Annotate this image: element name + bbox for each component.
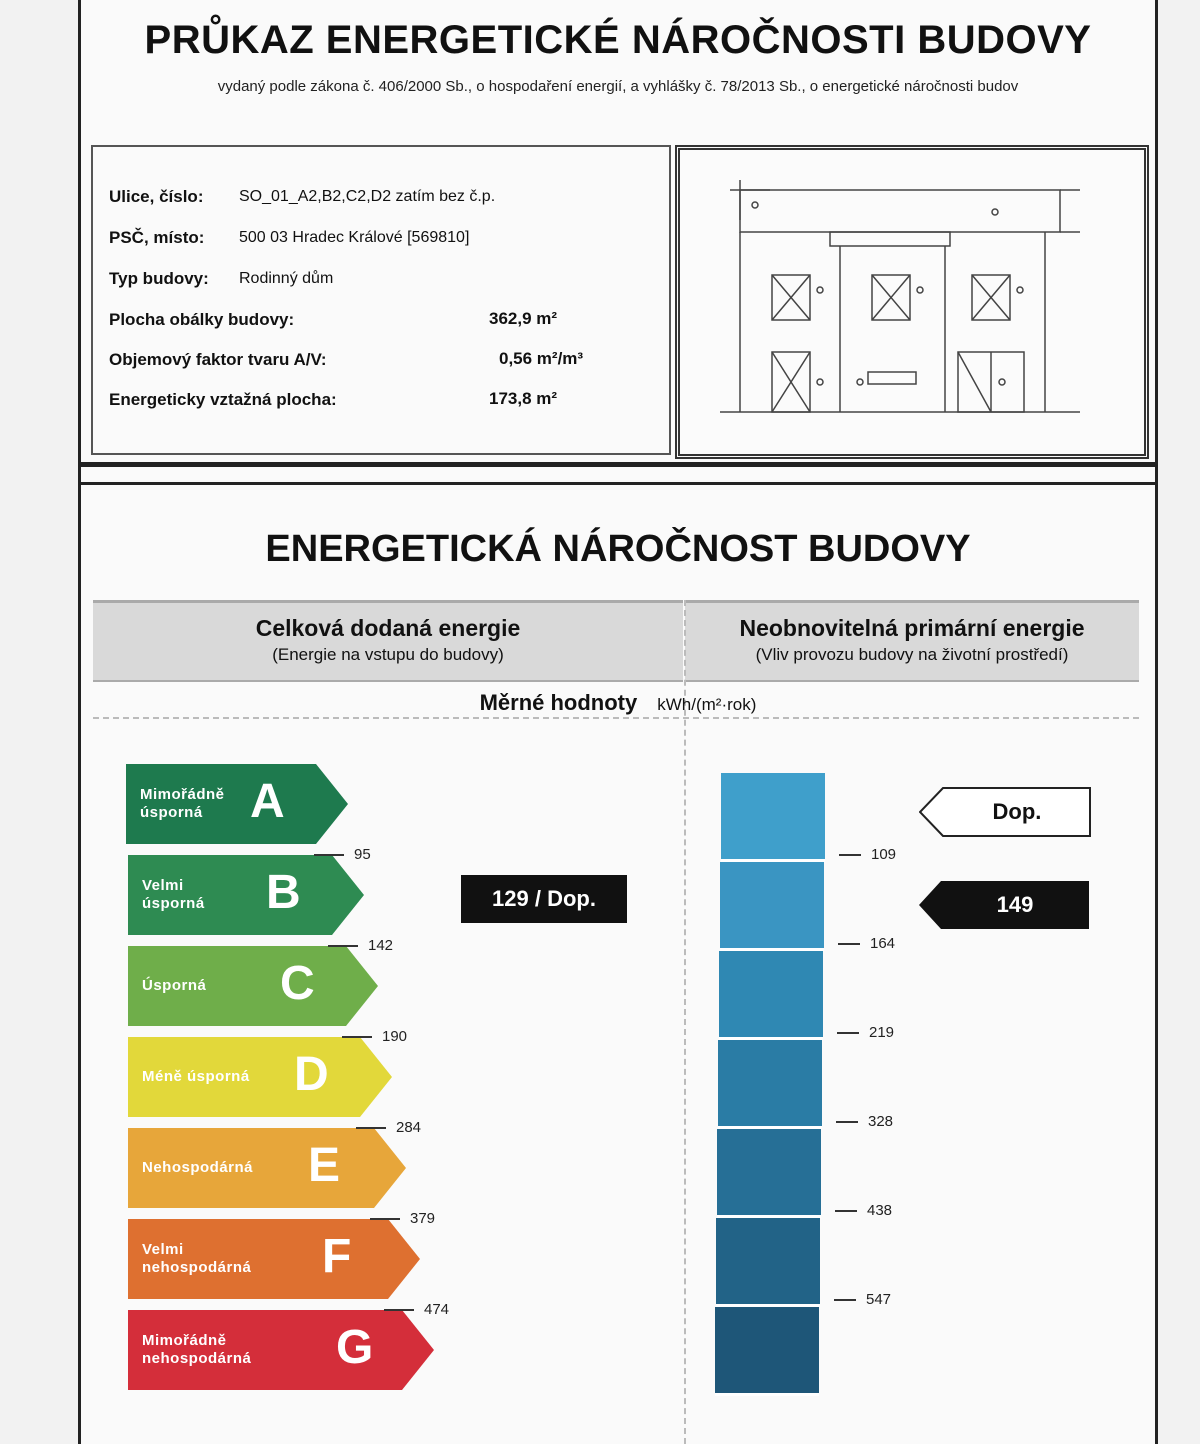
primary-energy-segment [720, 862, 824, 951]
class-description-line: Mimořádně [140, 786, 225, 803]
threshold-value: 547 [866, 1291, 892, 1308]
threshold-value: 379 [410, 1210, 436, 1227]
class-description-line: Velmi [142, 877, 184, 894]
primary-energy-title: Neobnovitelná primární energie [739, 615, 1085, 641]
class-description [142, 877, 205, 913]
primary-threshold [839, 846, 896, 863]
street-label: Ulice, číslo: [109, 187, 204, 206]
class-threshold [370, 1210, 435, 1227]
class-description [142, 1241, 251, 1277]
unit-text: kWh/(m²·rok) [657, 695, 757, 714]
threshold-arrow-icon [314, 854, 344, 856]
primary-energy-subtitle: (Vliv provozu budovy na životní prostředí) [755, 645, 1069, 664]
primary-energy-marker-value: 149 [996, 892, 1034, 917]
building-info-box [91, 145, 671, 455]
primary-energy-segment [715, 1307, 819, 1396]
elevation-sketch [680, 150, 1144, 454]
threshold-arrow-icon [836, 1121, 858, 1123]
city-value: 500 03 Hradec Králové [569810] [239, 229, 470, 246]
class-description-line: nehospodárná [142, 1350, 252, 1367]
certificate-page [78, 0, 1158, 1444]
delivered-energy-marker: 129 / Dop. [461, 875, 627, 923]
threshold-value: 142 [368, 937, 394, 954]
class-description [142, 1068, 250, 1086]
class-bar-a [126, 764, 348, 844]
threshold-arrow-icon [835, 1210, 857, 1212]
class-threshold [356, 1119, 421, 1136]
threshold-arrow-icon [384, 1309, 414, 1311]
threshold-arrow-icon [342, 1036, 372, 1038]
class-description [142, 1159, 253, 1177]
shape-factor-label: Objemový faktor tvaru A/V: [109, 350, 327, 369]
threshold-arrow-icon [356, 1127, 386, 1129]
type-label: Typ budovy: [109, 269, 209, 288]
class-letter: D [294, 1048, 329, 1101]
class-description-line: Nehospodárná [142, 1159, 254, 1176]
class-description-line: nehospodárná [142, 1259, 252, 1276]
class-threshold [328, 937, 393, 954]
city-label: PSČ, místo: [109, 228, 205, 247]
threshold-value: 109 [871, 846, 897, 863]
units-divider [93, 717, 1139, 719]
document-subtitle: vydaný podle zákona č. 406/2000 Sb., o hospodaření energií, a vyhlášky č. 78/2013 Sb., o energetické náročnosti budov [217, 78, 1019, 95]
column-divider [684, 600, 686, 1444]
threshold-arrow-icon [838, 943, 860, 945]
section-divider [81, 462, 1155, 467]
delivered-energy-title: Celková dodaná energie [255, 615, 521, 641]
class-threshold [384, 1301, 449, 1318]
delivered-energy-header [93, 600, 683, 682]
primary-threshold [834, 1291, 891, 1308]
reference-area-label: Energeticky vztažná plocha: [109, 390, 337, 409]
class-description-line: úsporná [140, 804, 203, 821]
class-threshold [342, 1028, 407, 1045]
recommended-marker-label: Dop. [992, 799, 1042, 824]
class-description-line: Mimořádně [142, 1332, 227, 1349]
street-value: SO_01_A2,B2,C2,D2 zatím bez č.p. [239, 188, 496, 205]
reference-area-value: 173,8 m² [489, 389, 558, 408]
primary-energy-header [685, 600, 1139, 682]
type-value: Rodinný dům [239, 270, 334, 287]
class-bar-b [128, 855, 364, 935]
class-description-line: úsporná [142, 895, 205, 912]
primary-threshold [838, 935, 895, 952]
specific-values-label [81, 690, 1155, 716]
threshold-value: 328 [868, 1113, 894, 1130]
primary-threshold [835, 1202, 892, 1219]
class-description [140, 786, 225, 822]
class-letter: F [322, 1230, 352, 1283]
envelope-label: Plocha obálky budovy: [109, 310, 295, 329]
class-bar-f [128, 1219, 420, 1299]
threshold-value: 95 [354, 846, 371, 863]
class-letter: C [280, 957, 315, 1010]
class-bar-d [128, 1037, 392, 1117]
class-bar-c [128, 946, 378, 1026]
threshold-value: 190 [382, 1028, 408, 1045]
threshold-value: 438 [867, 1202, 893, 1219]
shape-factor-value: 0,56 m²/m³ [499, 349, 584, 368]
threshold-arrow-icon [839, 854, 861, 856]
class-bar-g [128, 1310, 434, 1390]
class-description [142, 1332, 251, 1368]
delivered-energy-subtitle: (Energie na vstupu do budovy) [272, 645, 504, 664]
specific-values-title: Měrné hodnoty [479, 690, 638, 715]
primary-threshold [836, 1113, 893, 1130]
class-letter: B [266, 866, 301, 919]
threshold-value: 474 [424, 1301, 450, 1318]
threshold-arrow-icon [370, 1218, 400, 1220]
energy-section-title: ENERGETICKÁ NÁROČNOST BUDOVY [265, 528, 971, 570]
envelope-value: 362,9 m² [489, 309, 558, 328]
class-description [142, 977, 206, 995]
class-letter: G [336, 1321, 374, 1374]
primary-energy-segment [717, 1129, 821, 1218]
threshold-value: 219 [869, 1024, 895, 1041]
class-letter: E [308, 1139, 341, 1192]
threshold-arrow-icon [834, 1299, 856, 1301]
primary-energy-segment [721, 773, 825, 862]
threshold-value: 164 [870, 935, 896, 952]
building-elevation-drawing [675, 145, 1149, 459]
primary-energy-segment [716, 1218, 820, 1307]
primary-energy-segment [718, 1040, 822, 1129]
class-threshold [314, 846, 371, 863]
class-bar-e [128, 1128, 406, 1208]
document-title: PRŮKAZ ENERGETICKÉ NÁROČNOSTI BUDOVY [144, 18, 1092, 62]
class-description-line: Velmi [142, 1241, 184, 1258]
threshold-arrow-icon [837, 1032, 859, 1034]
class-description-line: Méně úsporná [142, 1068, 250, 1085]
threshold-value: 284 [396, 1119, 422, 1136]
class-description-line: Úsporná [142, 977, 207, 994]
primary-threshold [837, 1024, 894, 1041]
class-letter: A [250, 775, 285, 828]
threshold-arrow-icon [328, 945, 358, 947]
primary-energy-segment [719, 951, 823, 1040]
